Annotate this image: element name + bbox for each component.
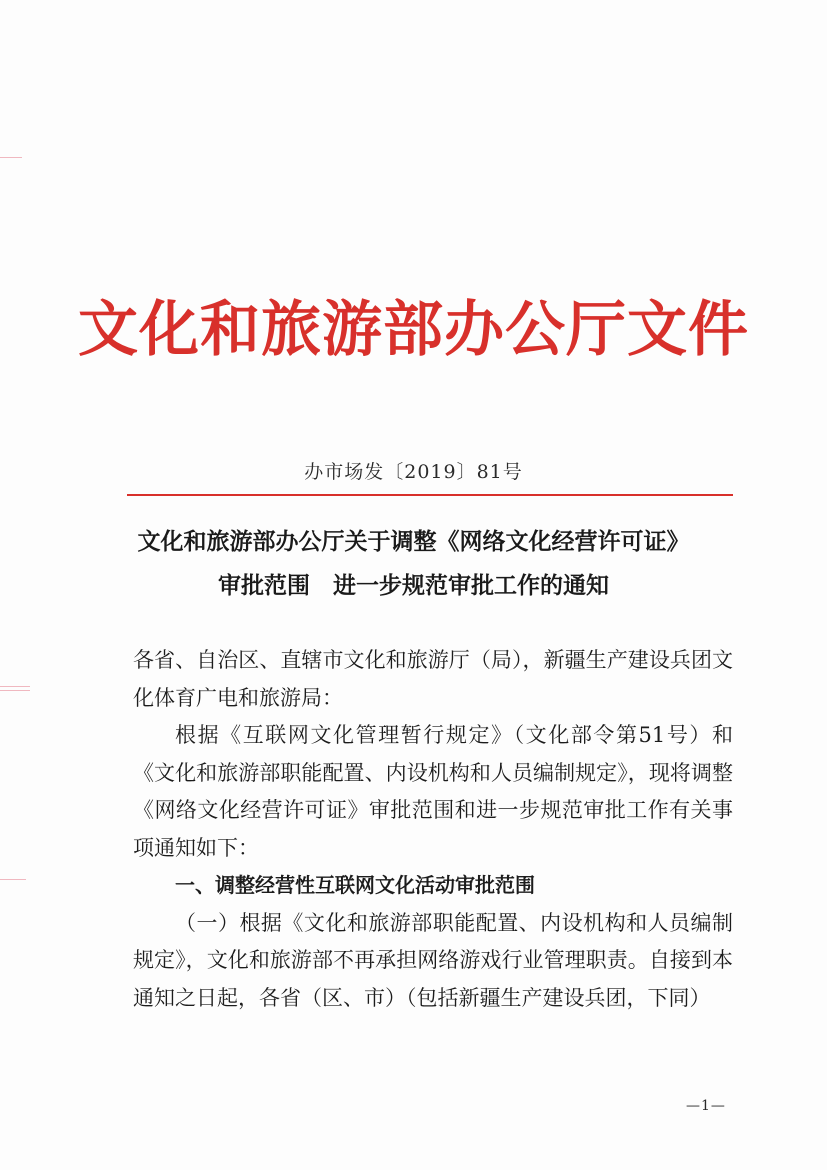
notice-title	[0, 520, 827, 608]
document-header-title: 文化和旅游部办公厅文件	[78, 295, 749, 365]
scan-edge-mark	[0, 690, 30, 691]
header-red-rule	[127, 494, 733, 496]
section-heading-1: 一、调整经营性互联网文化活动审批范围	[175, 873, 535, 897]
page-number: —1—	[686, 1098, 726, 1114]
addressee-paragraph: 各省、自治区、直辖市文化和旅游厅（局），新疆生产建设兵团文化体育广电和旅游局：	[133, 648, 733, 710]
intro-paragraph: 根据《互联网文化管理暂行规定》（文化部令第51号）和《文化和旅游部职能配置、内设机构和人员编制规定》，现将调整《网络文化经营许可证》审批范围和进一步规范审批工作有关事项通知如下：	[133, 723, 733, 860]
notice-title-line-1: 文化和旅游部办公厅关于调整《网络文化经营许可证》	[137, 528, 690, 555]
document-number: 办市场发〔2019〕81号	[304, 461, 523, 483]
scan-edge-mark	[0, 879, 26, 880]
scan-edge-mark	[0, 686, 30, 687]
notice-title-line-2: 审批范围 进一步规范审批工作的通知	[218, 572, 609, 599]
document-body	[133, 642, 733, 1017]
section-1-paragraph-1: （一）根据《文化和旅游部职能配置、内设机构和人员编制规定》，文化和旅游部不再承担网络游戏行业管理职责。自接到本通知之日起，各省（区、市）（包括新疆生产建设兵团，下同）	[133, 910, 733, 1010]
scan-edge-mark	[0, 157, 22, 158]
